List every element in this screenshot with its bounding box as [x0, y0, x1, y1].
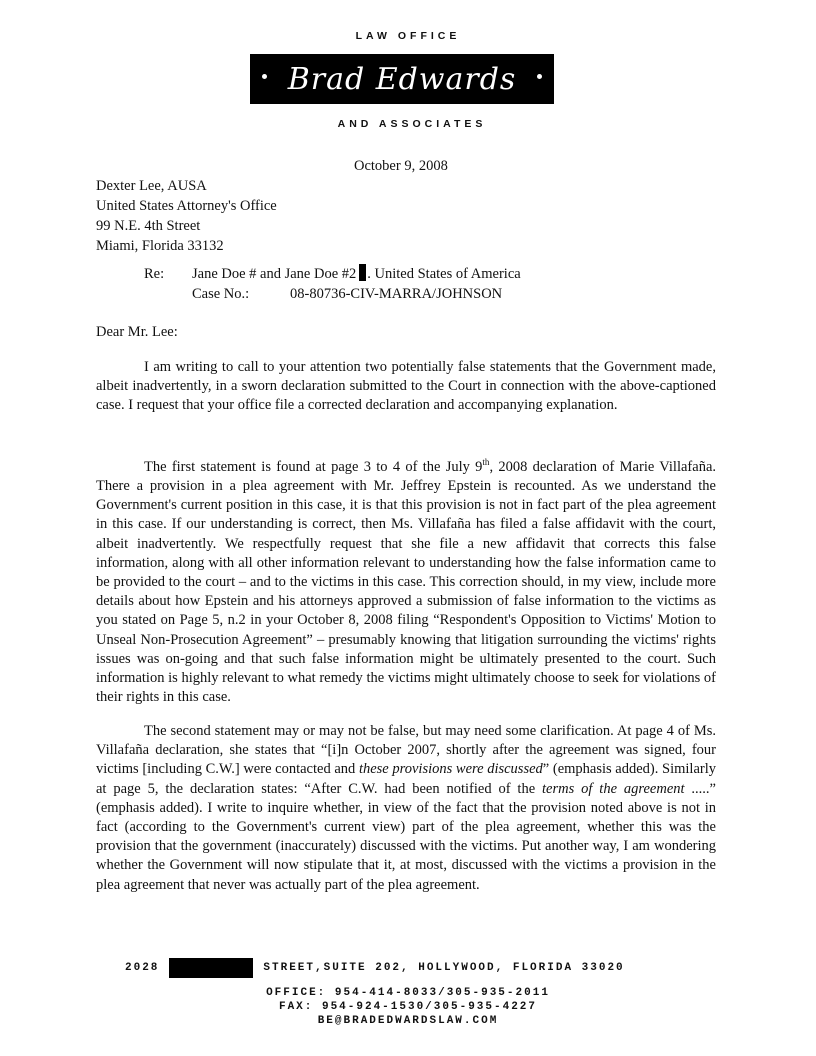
recipient-line: Dexter Lee, AUSA — [96, 178, 207, 194]
p3-text-a: The second statement may or may not be false, but may need some clarification. At page 4 of Ms. Villafaña declaration, she states that “[i]n October 2007, shortly after the agreement was signed, four victims [including C.W.] were contacted and — [96, 723, 716, 778]
p2-text-b: , 2008 declaration of Marie Villafaña. There a provision in a plea agreement with Mr. Jeffrey Epstein is recounted. As we understand the Government's current position in this case, it is that this provision is not in fact part of the plea agreement in this case. If our understanding is correct, then Ms. Villafaña has filed a false affidavit with the court, albeit inadvertently. We respectfully request that she file a new affidavit that corrects this false information, along with all other information relevant to understanding how the false information came to be provided to the court – and to the victims in this case. This correction should, in my view, include more details about how Epstein and his attorneys approved a submission of false information to the victims as you stated on Page 5, n.2 in your October 8, 2008 filing “Respondent's Opposition to Victims' Motion to Unseal Non-Prosecution Agreement” – presumably knowing that litigation surrounding the victims' rights issues was on-going and that such false information might be ultimately presented to the court. Such information is highly relevant to what remedy the victims might ultimately choose to seek for violations of their rights in this case. — [96, 458, 716, 706]
re-label: Re: — [144, 266, 165, 282]
letter-date: October 9, 2008 — [354, 158, 448, 174]
footer-street-number: 2028 — [125, 962, 160, 974]
redaction-mark — [359, 264, 366, 281]
body-paragraph-3 — [96, 722, 716, 895]
footer-office: OFFICE: 954-414-8033/305-935-2011 — [266, 987, 550, 999]
logo-dot-left — [262, 74, 267, 79]
salutation: Dear Mr. Lee: — [96, 324, 178, 340]
re-caption-left: Jane Doe # and Jane Doe #2 — [192, 266, 357, 282]
p2-superscript: th — [482, 457, 490, 467]
p3-text-b: ” (emphasis added). Similarly at page 5, the declaration states: “After C.W. had been notified of the — [96, 761, 716, 797]
re-caption — [192, 264, 521, 284]
body-paragraph-1: I am writing to call to your attention two potentially false statements that the Government made, albeit inadvertently, in a sworn declaration submitted to the Court in connection with the above-captioned case. I request that your office file a corrected declaration and accompanying explanation. — [96, 359, 716, 414]
p3-text-c: .....” (emphasis added). I write to inquire whether, in view of the fact that the provision noted above is not in fact (according to the Government's current view) part of the plea agreement, whether this was the provision that the government (inaccurately) discussed with the victims. Put another way, I am wondering whether the Government will now stipulate that it, at most, discussed with the victims a provision in the plea agreement that never was actually part of the plea agreement. — [96, 780, 716, 893]
letterhead-name: Brad Edwards — [287, 61, 517, 97]
recipient-line: Miami, Florida 33132 — [96, 238, 224, 254]
case-label: Case No.: — [192, 286, 250, 302]
footer-contacts — [0, 986, 816, 1028]
body-paragraph-2 — [96, 453, 716, 707]
p3-emphasis-1: these provisions were discussed — [358, 761, 543, 778]
redaction-mark — [169, 958, 253, 978]
recipient-address — [96, 176, 277, 256]
recipient-line: United States Attorney's Office — [96, 198, 277, 214]
re-case-row — [144, 284, 521, 304]
case-number: 08-80736-CIV-MARRA/JOHNSON — [290, 286, 503, 302]
footer-fax: FAX: 954-924-1530/305-935-4227 — [278, 1001, 538, 1013]
letterhead-top: LAW OFFICE — [355, 30, 461, 42]
footer-street-rest: STREET,SUITE 202, HOLLYWOOD, FLORIDA 33020 — [263, 962, 625, 974]
letterhead-bottom: AND ASSOCIATES — [337, 118, 487, 130]
p3-emphasis-2: terms of the agreement — [542, 780, 685, 797]
re-block — [144, 264, 521, 304]
p2-text-a: The first statement is found at page 3 to 4 of the July 9 — [144, 458, 483, 475]
recipient-line: 99 N.E. 4th Street — [96, 218, 201, 234]
footer-address — [125, 958, 625, 978]
re-caption-row — [144, 264, 521, 284]
logo-dot-right — [537, 74, 542, 79]
footer-email: BE@BRADEDWARDSLAW.COM — [317, 1015, 499, 1027]
letterhead-logo — [250, 54, 554, 104]
re-caption-right: . United States of America — [367, 266, 521, 282]
